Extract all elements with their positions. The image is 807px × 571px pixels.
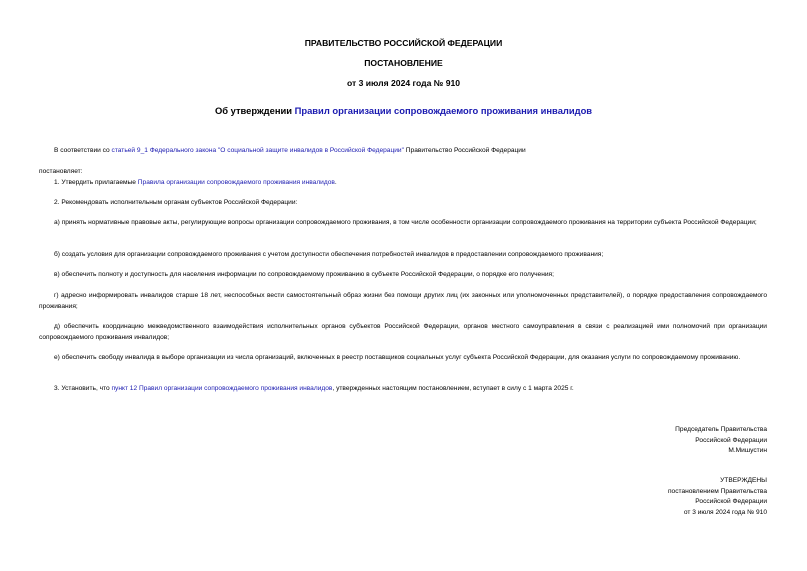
title-prefix: Об утверждении <box>214 105 295 116</box>
title-rules-link[interactable]: Правил организации сопровождаемого проживания инвалидов <box>294 105 593 116</box>
decides-paragraph: постановляет: <box>39 168 83 175</box>
item-2a-paragraph: а) принять нормативные правовые акты, регулирующие вопросы организации сопровождаемого проживания, в том числе особенности организации сопровождаемого проживания на территории субъекта Российской Федерации; <box>54 219 757 226</box>
item-1-paragraph <box>39 177 767 188</box>
item-2f-paragraph: е) обеспечить свободу инвалида в выборе организации из числа организаций, включенных в реестр поставщиков социальных услуг субъекта Российской Федерации, для оказания услуги по сопровождаемому проживанию. <box>54 354 741 361</box>
approved-by: постановлением Правительства <box>667 487 767 495</box>
federal-law-link[interactable]: статьей 9_1 Федерального закона "О социальной защите инвалидов в Российской Федерации" <box>111 147 404 154</box>
signature-block <box>675 425 767 457</box>
document-date-number: от 3 июля 2024 года № 910 <box>346 78 461 88</box>
approved-date: от 3 июля 2024 года № 910 <box>683 508 767 516</box>
document-type-heading: ПОСТАНОВЛЕНИЕ <box>364 58 443 68</box>
approved-title: УТВЕРЖДЕНЫ <box>720 477 767 484</box>
item-1-suffix: . <box>334 179 337 186</box>
document-title <box>0 105 807 116</box>
item-2-paragraph: 2. Рекомендовать исполнительным органам субъектов Российской Федерации: <box>54 199 298 206</box>
intro-paragraph <box>39 145 767 156</box>
signature-name: М.Мишустин <box>728 447 767 454</box>
item-1-rules-link[interactable]: Правила организации сопровождаемого проживания инвалидов <box>137 179 335 186</box>
signature-position: Председатель Правительства <box>675 426 767 433</box>
approved-block <box>668 476 767 518</box>
item-3-paragraph <box>39 383 767 394</box>
item-2c-paragraph: в) обеспечить полноту и доступность для населения информации по сопровождаемому проживанию в субъекте Российской Федерации, о порядке его получения; <box>54 271 554 278</box>
government-heading: ПРАВИТЕЛЬСТВО РОССИЙСКОЙ ФЕДЕРАЦИИ <box>304 38 503 48</box>
item-3-suffix: , утвержденных настоящим постановлением, вступает в силу с 1 марта 2025 г. <box>332 385 574 392</box>
signature-country: Российской Федерации <box>695 436 767 444</box>
intro-prefix: В соответствии со <box>54 147 112 154</box>
item-1-prefix: 1. Утвердить прилагаемые <box>54 179 138 186</box>
item-3-prefix: 3. Установить, что <box>54 385 112 392</box>
approved-country: Российской Федерации <box>695 498 767 505</box>
item-2b-paragraph: б) создать условия для организации сопровождаемого проживания с учетом доступности обеспечения потребностей инвалидов в предоставлении сопровождаемого проживания; <box>54 251 604 258</box>
item-2e-paragraph: д) обеспечить координацию межведомственного взаимодействия исполнительных органов субъектов Российской Федерации, органов местного самоуправления в связи с реализацией ими полномочий при организации сопровождаемого проживания инвалидов; <box>39 323 767 341</box>
intro-suffix: Правительство Российской Федерации <box>403 147 526 154</box>
item-3-rules-link[interactable]: пункт 12 Правил организации сопровождаемого проживания инвалидов <box>111 385 333 392</box>
item-2d-paragraph: г) адресно информировать инвалидов старше 18 лет, неспособных вести самостоятельный образ жизни без помощи других лиц (их законных или уполномоченных представителей), о порядке предоставления сопровождаемого проживания; <box>39 292 767 310</box>
